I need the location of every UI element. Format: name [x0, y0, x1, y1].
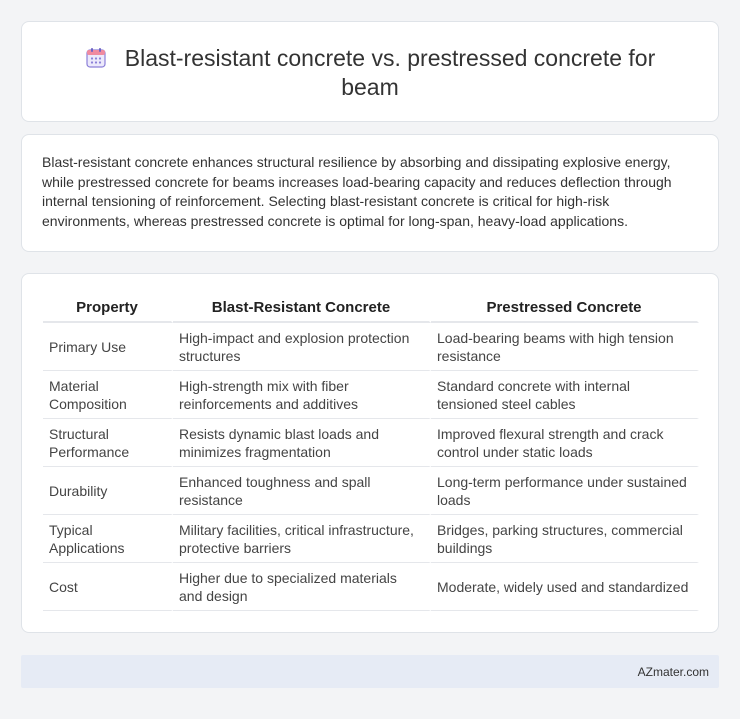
intro-card [21, 134, 719, 252]
calendar-icon [85, 47, 107, 69]
row-property: Durability [43, 467, 173, 515]
intro-paragraph: Blast-resistant concrete enhances structural resilience by absorbing and dissipating explosive energy, while prestressed concrete for beams increases load-bearing capacity and reduces deflection through internal tensioning of reinforcement. Selecting blast-resistant concrete is critical for high-risk environments, whereas prestressed concrete is optimal for long-span, heavy-load applications. [42, 154, 672, 229]
footer-bar [21, 655, 719, 688]
row-property: Primary Use [43, 323, 173, 371]
table-row [43, 467, 699, 515]
row-blast-value: Resists dynamic blast loads and minimizes fragmentation [173, 419, 431, 467]
header-prestressed: Prestressed Concrete [431, 294, 699, 323]
row-prestressed-value: Bridges, parking structures, commercial buildings [431, 515, 699, 563]
row-blast-value: Higher due to specialized materials and design [173, 563, 431, 611]
comparison-card [21, 273, 719, 633]
table-row [43, 419, 699, 467]
row-prestressed-value: Standard concrete with internal tensioned steel cables [431, 371, 699, 419]
table-header-row [43, 294, 699, 323]
row-prestressed-value: Load-bearing beams with high tension resistance [431, 323, 699, 371]
table-row [43, 323, 699, 371]
table-row [43, 563, 699, 611]
header-blast-resistant: Blast-Resistant Concrete [173, 294, 431, 323]
row-prestressed-value: Long-term performance under sustained loads [431, 467, 699, 515]
comparison-table [43, 294, 699, 611]
row-prestressed-value: Moderate, widely used and standardized [431, 563, 699, 611]
header-property: Property [43, 294, 173, 323]
row-blast-value: High-impact and explosion protection structures [173, 323, 431, 371]
row-blast-value: High-strength mix with fiber reinforcements and additives [173, 371, 431, 419]
row-property: Cost [43, 563, 173, 611]
title-card [21, 21, 719, 122]
table-row [43, 371, 699, 419]
page-title: Blast-resistant concrete vs. prestressed concrete for beam [124, 45, 656, 100]
row-property: Material Composition [43, 371, 173, 419]
row-property: Structural Performance [43, 419, 173, 467]
row-prestressed-value: Improved flexural strength and crack control under static loads [431, 419, 699, 467]
row-blast-value: Enhanced toughness and spall resistance [173, 467, 431, 515]
page-title-wrap [22, 44, 718, 102]
footer-brand[interactable]: AZmater.com [637, 665, 709, 679]
table-row [43, 515, 699, 563]
row-property: Typical Applications [43, 515, 173, 563]
row-blast-value: Military facilities, critical infrastructure, protective barriers [173, 515, 431, 563]
